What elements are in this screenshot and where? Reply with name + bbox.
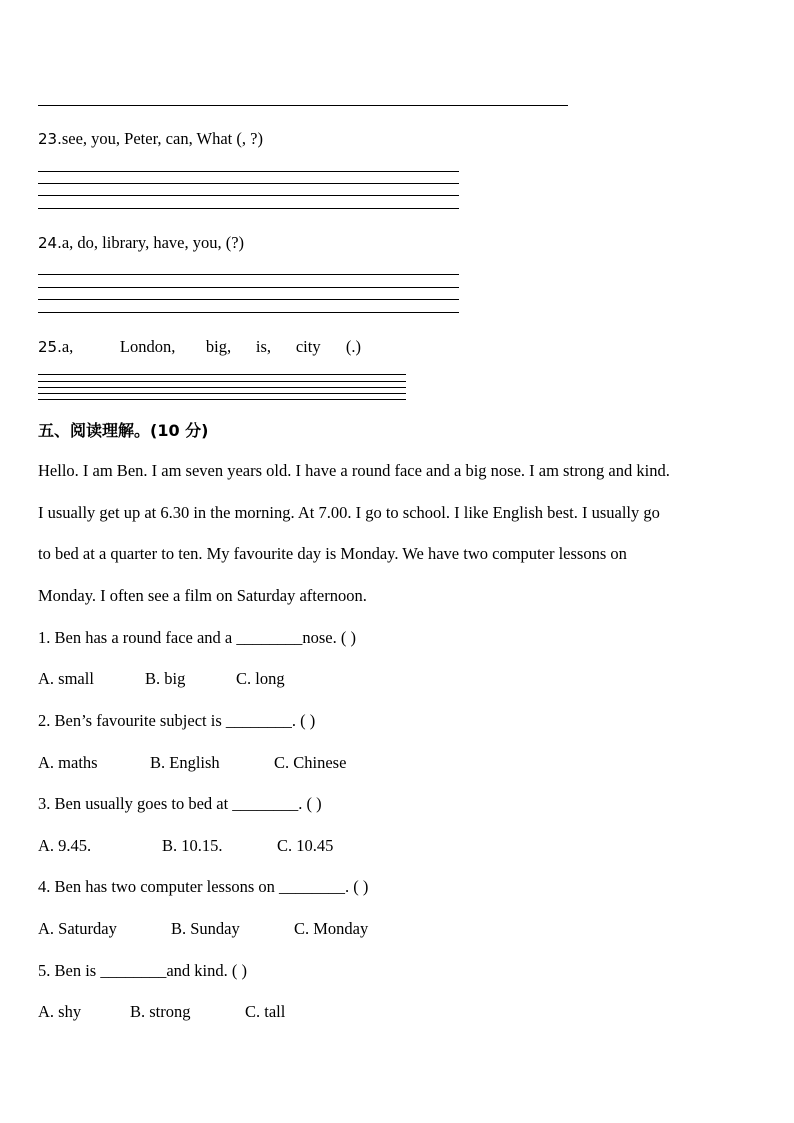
answer-line (38, 171, 459, 172)
options-row (38, 753, 346, 773)
question-number: 24. (38, 234, 62, 252)
passage-line: to bed at a quarter to ten. My favourite day is Monday. We have two computer lessons on (38, 544, 627, 563)
question-number: 25. (38, 338, 62, 356)
question-stem: 3. Ben usually goes to bed at ________. ( ) (38, 794, 322, 813)
word: city (295, 337, 321, 356)
options-row (38, 669, 285, 689)
answer-line (38, 287, 459, 288)
option-c: C. 10.45 (277, 836, 334, 855)
option-b: B. 10.15. (162, 836, 223, 855)
option-c: C. Chinese (274, 753, 347, 772)
answer-line (38, 399, 406, 400)
question-stem: 4. Ben has two computer lessons on ________. ( ) (38, 877, 369, 896)
options-row (38, 919, 368, 939)
answer-line (38, 381, 406, 382)
question-24 (38, 233, 244, 253)
option-a: A. maths (38, 753, 98, 772)
answer-line (38, 274, 459, 275)
question-25 (38, 337, 361, 357)
question-text: see, you, Peter, can, What (, ?) (61, 129, 263, 148)
option-c: C. Monday (294, 919, 369, 938)
section-heading: 五、阅读理解。(10 分) (38, 421, 209, 440)
answer-line-22 (38, 105, 568, 106)
option-b: B. strong (130, 1002, 191, 1021)
options-row (38, 836, 333, 856)
option-a: A. small (38, 669, 94, 688)
answer-line (38, 195, 459, 196)
passage-line: I usually get up at 6.30 in the morning. At 7.00. I go to school. I like English best. I usually go (38, 503, 660, 522)
option-c: C. long (236, 669, 285, 688)
passage-line: Hello. I am Ben. I am seven years old. I have a round face and a big nose. I am strong and kind. (38, 461, 670, 480)
question-stem: 1. Ben has a round face and a ________nose. ( ) (38, 628, 356, 647)
question-text: a, do, library, have, you, (?) (61, 233, 245, 252)
answer-line (38, 208, 459, 209)
answer-line (38, 374, 406, 375)
passage-line: Monday. I often see a film on Saturday afternoon. (38, 586, 367, 605)
question-stem: 2. Ben’s favourite subject is ________. ( ) (38, 711, 316, 730)
question-stem: 5. Ben is ________and kind. ( ) (38, 961, 247, 980)
option-b: B. English (150, 753, 220, 772)
option-b: B. big (145, 669, 186, 688)
option-a: A. 9.45. (38, 836, 92, 855)
option-a: A. Saturday (38, 919, 117, 938)
option-b: B. Sunday (171, 919, 240, 938)
option-c: C. tall (245, 1002, 286, 1021)
word: big, (205, 337, 232, 356)
word: (.) (345, 337, 361, 356)
question-number: 23. (38, 130, 62, 148)
answer-line (38, 393, 406, 394)
word: a, (61, 337, 74, 356)
answer-line (38, 312, 459, 313)
word: is, (255, 337, 271, 356)
question-23 (38, 129, 263, 149)
option-a: A. shy (38, 1002, 82, 1021)
answer-line (38, 299, 459, 300)
word: London, (119, 337, 176, 356)
answer-line (38, 387, 406, 388)
options-row (38, 1002, 285, 1022)
answer-line (38, 183, 459, 184)
